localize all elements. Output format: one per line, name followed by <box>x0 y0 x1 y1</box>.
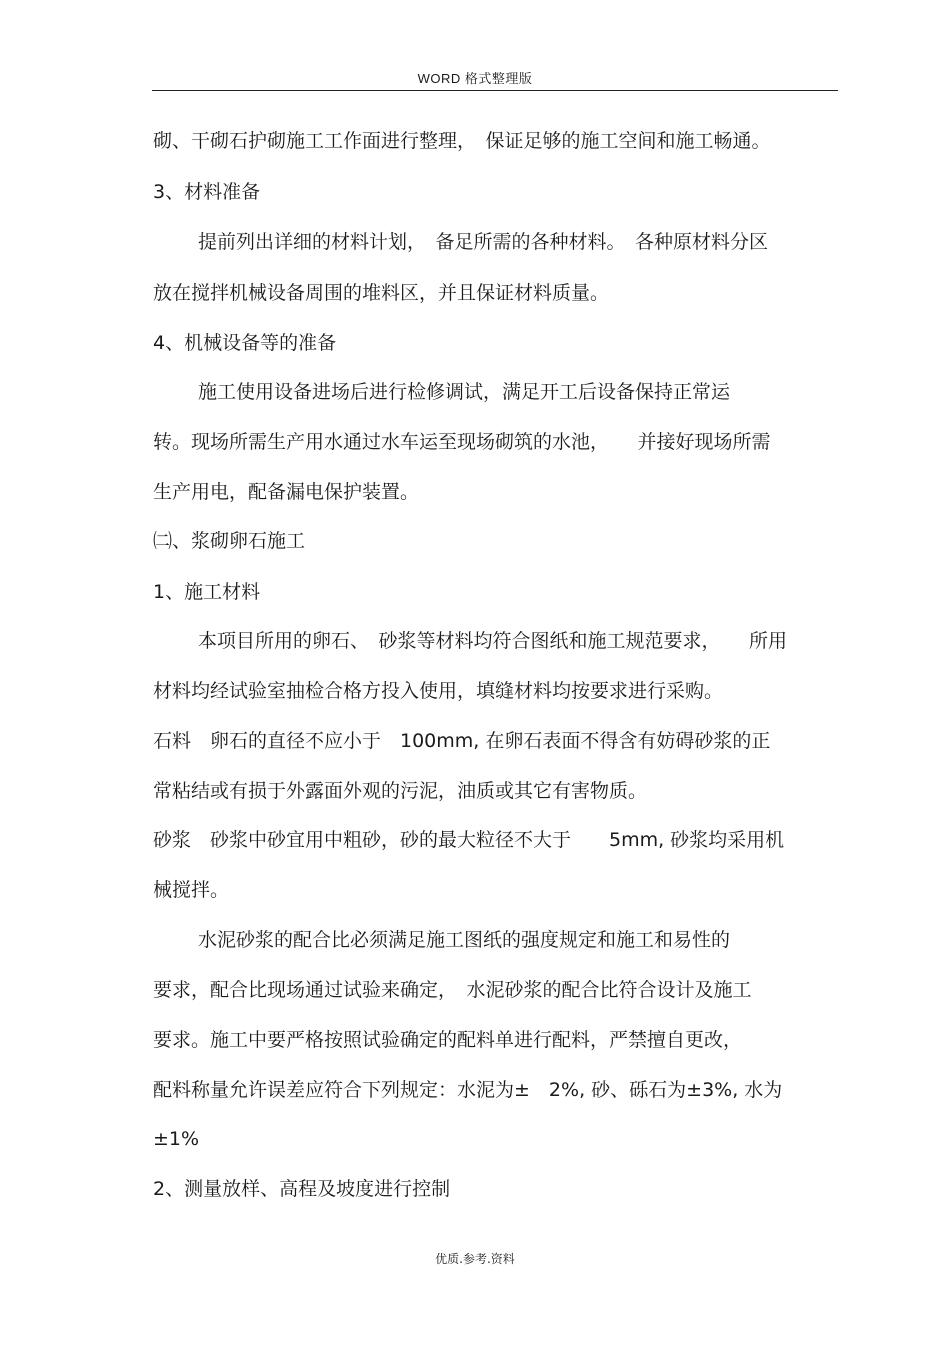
paragraph-line: 常粘结或有损于外露面外观的污泥，油质或其它有害物质。 <box>153 780 648 802</box>
paragraph-line: 本项目所用的卵石、 砂浆等材料均符合图纸和施工规范要求， 所用 <box>198 630 788 652</box>
paragraph-line: 要求。施工中要严格按照试验确定的配料单进行配料，严禁擅自更改， <box>153 1029 743 1051</box>
section-heading: 1、施工材料 <box>153 581 261 603</box>
paragraph-line: 要求，配合比现场通过试验来确定， 水泥砂浆的配合比符合设计及施工 <box>153 979 752 1001</box>
paragraph-line: 配料称量允许误差应符合下列规定：水泥为± 2%, 砂、砾石为±3%, 水为 <box>153 1079 783 1101</box>
paragraph-line: 石料 卵石的直径不应小于 100mm, 在卵石表面不得含有妨碍砂浆的正 <box>153 730 771 752</box>
paragraph-line: ±1% <box>153 1128 200 1150</box>
paragraph-line: 砂浆 砂浆中砂宜用中粗砂，砂的最大粒径不大于 5mm, 砂浆均采用机 <box>153 829 785 851</box>
paragraph-line: 械搅拌。 <box>153 879 230 901</box>
page-header: WORD 格式整理版 <box>417 71 533 86</box>
paragraph-line: 生产用电，配备漏电保护装置。 <box>153 481 420 503</box>
header-divider <box>152 90 838 91</box>
paragraph-line: 施工使用设备进场后进行检修调试，满足开工后设备保持正常运 <box>198 381 731 403</box>
paragraph-line: 材料均经试验室抽检合格方投入使用，填缝材料均按要求进行采购。 <box>153 680 724 702</box>
section-heading: ㈡、浆砌卵石施工 <box>153 530 306 552</box>
paragraph-line: 砌、干砌石护砌施工工作面进行整理， 保证足够的施工空间和施工畅通。 <box>153 130 771 152</box>
paragraph-line: 转。现场所需生产用水通过水车运至现场砌筑的水池， 并接好现场所需 <box>153 431 771 453</box>
section-heading: 3、材料准备 <box>153 181 261 203</box>
paragraph-line: 放在搅拌机械设备周围的堆料区，并且保证材料质量。 <box>153 282 610 304</box>
section-heading: 2、测量放样、高程及坡度进行控制 <box>153 1178 451 1200</box>
paragraph-line: 提前列出详细的材料计划， 备足所需的各种材料。 各种原材料分区 <box>198 231 769 253</box>
paragraph-line: 水泥砂浆的配合比必须满足施工图纸的强度规定和施工和易性的 <box>198 929 731 951</box>
section-heading: 4、机械设备等的准备 <box>153 332 337 354</box>
page-footer: 优质.参考.资料 <box>435 1252 515 1266</box>
